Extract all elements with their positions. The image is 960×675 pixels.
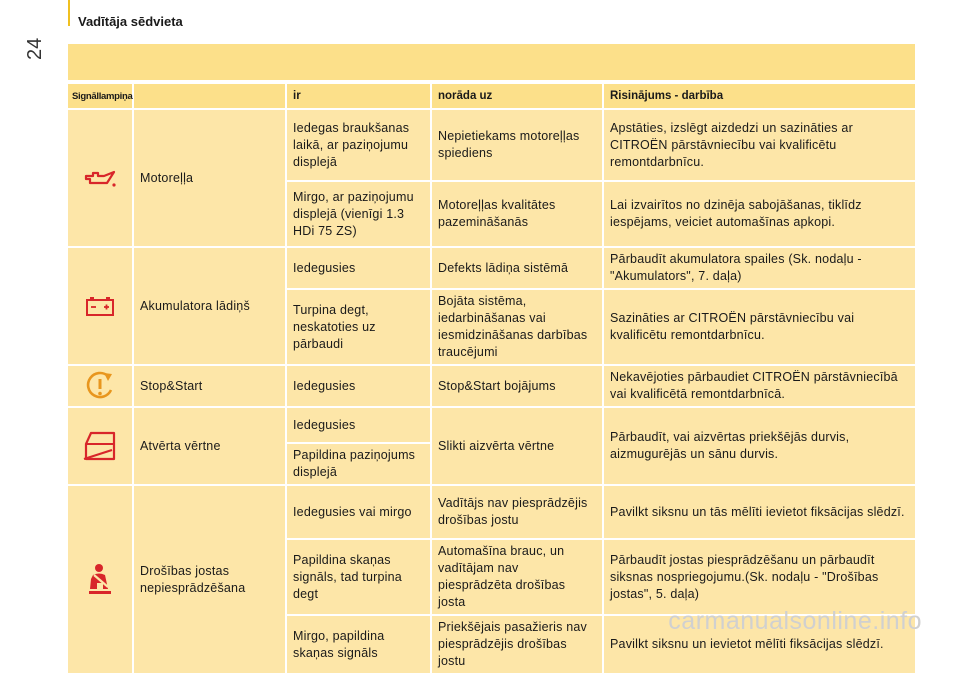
state-cell: Iedegusies [285,248,430,288]
table-row [68,486,915,538]
state-cell: Mirgo, papildina skaņas signāls [285,616,430,673]
state-cell: Mirgo, ar paziņojumu displejā (vienīgi 1.3 HDi 75 ZS) [285,182,430,246]
table-row [68,248,915,288]
action-cell: Pavilkt siksnu un tās mēlīti ievietot fiksācijas slēdzī. [602,486,915,538]
table-row [68,110,915,180]
table-row [68,366,915,406]
action-cell: Nekavējoties pārbaudiet CITROËN pārstāvniecībā vai kvalificētā remontdarbnīcā. [602,366,915,406]
oil-can-icon [68,110,132,246]
cause-cell: Slikti aizvērta vērtne [430,408,602,484]
watermark: carmanualsonline.info [668,607,922,635]
cause-cell: Bojāta sistēma, iedarbināšanas vai iesmidzināšanas darbības traucējumi [430,290,602,364]
warning-lights-table [68,82,915,675]
cause-cell: Vadītājs nav piesprādzējis drošības jostu [430,486,602,538]
state-cell: Turpina degt, neskatoties uz pārbaudi [285,290,430,364]
header-cause: norāda uz [430,84,602,108]
stop-start-warning-icon [68,366,132,406]
table-banner [68,44,915,80]
lamp-name-seatbelt: Drošības jostas nepiesprādzēšana [132,486,285,673]
cause-cell: Motoreļļas kvalitātes pazemināšanās [430,182,602,246]
margin-accent-bar [68,0,70,26]
table-header-row [68,84,915,108]
action-cell: Pavilkt siksnu un ievietot mēlīti fiksācijas slēdzī. [602,616,915,673]
lamp-name-open-door: Atvērta vērtne [132,408,285,484]
state-cell: Iedegusies [285,408,430,442]
state-cell: Iedegusies vai mirgo [285,486,430,538]
open-door-icon [68,408,132,484]
header-name [132,84,285,108]
state-cell: Papildina skaņas signāls, tad turpina degt [285,540,430,614]
lamp-name-oil: Motoreļļa [132,110,285,246]
lamp-name-battery: Akumulatora lādiņš [132,248,285,364]
state-cell: Iedegas braukšanas laikā, ar paziņojumu displejā [285,110,430,180]
state-cell: Papildina paziņojums displejā [285,444,430,484]
action-cell: Sazināties ar CITROËN pārstāvniecību vai kvalificētu remontdarbnīcu. [602,290,915,364]
header-state: ir [285,84,430,108]
action-cell: Pārbaudīt akumulatora spailes (Sk. nodaļu - "Akumulators", 7. daļa) [602,248,915,288]
state-cell: Iedegusies [285,366,430,406]
action-cell: Lai izvairītos no dzinēja sabojāšanas, tiklīdz iespējams, veiciet automašīnas apkopi. [602,182,915,246]
battery-icon [68,248,132,364]
cause-cell: Priekšējais pasažieris nav piesprādzējis drošības jostu [430,616,602,673]
cause-cell: Automašīna brauc, un vadītājam nav piesprādzēta drošības josta [430,540,602,614]
action-cell: Apstāties, izslēgt aizdedzi un sazināties ar CITROËN pārstāvniecību vai kvalificētu remontdarbnīcu. [602,110,915,180]
section-title: Vadītāja sēdvieta [78,14,183,29]
cause-cell: Stop&Start bojājums [430,366,602,406]
seatbelt-icon [68,486,132,673]
header-action: Risinājums - darbība [602,84,915,108]
lamp-name-stop-start: Stop&Start [132,366,285,406]
page-number: 24 [24,37,46,60]
table-row [68,408,915,442]
cause-cell: Defekts lādiņa sistēmā [430,248,602,288]
cause-cell: Nepietiekams motoreļļas spiediens [430,110,602,180]
action-cell: Pārbaudīt, vai aizvērtas priekšējās durvis, aizmugurējās un sānu durvis. [602,408,915,484]
action-cell: Pārbaudīt jostas piesprādzēšanu un pārbaudīt siksnas nospriegojumu.(Sk. nodaļu - "Drošības jostas", 5. daļa) [602,540,915,614]
header-signal-lamp: Signāllampiņa [68,84,132,108]
